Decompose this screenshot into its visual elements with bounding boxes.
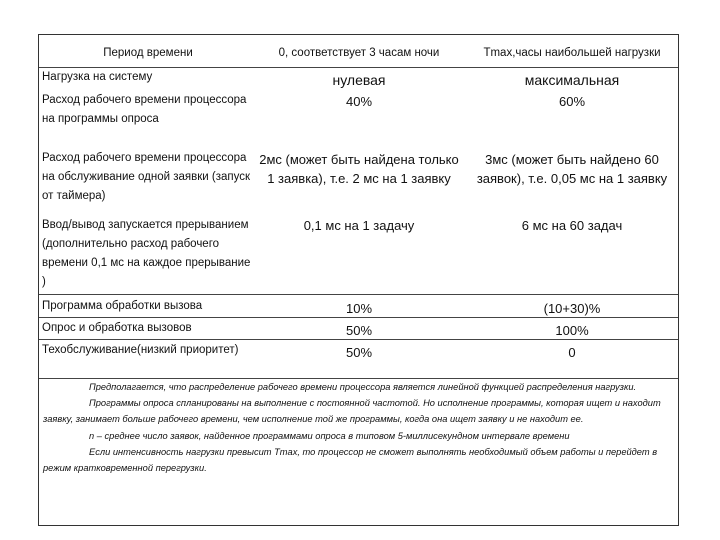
row-maintenance-tmax: 0: [568, 345, 576, 360]
row-label-polling-calls: Опрос и обработка вызовов: [42, 322, 192, 334]
row-io-night: 0,1 мс на 1 задачу: [303, 218, 415, 233]
row-load-night: нулевая: [332, 72, 386, 88]
row-polling-calls-tmax: 100%: [555, 323, 589, 338]
divider: [39, 339, 678, 340]
row-label-call-processing: Программа обработки вызова: [42, 300, 203, 312]
header-night: 0, соответствует 3 часам ночи: [278, 47, 440, 59]
row-label-request-service: Расход рабочего времени процессора на обслуживание одной заявки (запуск от таймера): [42, 152, 250, 202]
row-polling-calls-night: 50%: [345, 323, 373, 338]
row-label-maintenance: Техобслуживание(низкий приоритет): [42, 344, 239, 356]
row-label-polling: Расход рабочего времени процессора на программы опроса: [42, 94, 247, 125]
note-linear: Предполагается, что распределение рабочего времени процессора является линейной функцией распределения нагрузки.: [89, 382, 637, 392]
row-call-night: 10%: [345, 301, 373, 316]
row-maintenance-night: 50%: [345, 345, 373, 360]
note-overload: Если интенсивность нагрузки превысит Tmax, то процессор не сможет выполнять необходимый объем работы и перейдет в режим кратковременной перегрузки.: [43, 446, 658, 474]
row-call-tmax: (10+30)%: [543, 301, 601, 316]
row-load-tmax: максимальная: [524, 72, 620, 88]
row-request-tmax: 3мс (может быть найдено 60 заявок), т.е. 0,05 мс на 1 заявку: [476, 152, 668, 186]
row-polling-tmax: 60%: [558, 94, 586, 109]
divider: [39, 294, 678, 295]
data-table: [38, 34, 679, 526]
note-polling: Программы опроса спланированы на выполнение с постоянной частотой. Но исполнение программы, которая ищет и находит заявку, занимает больше рабочего времени, чем исполнение той же программы, когда она ищет заявку и не находит ее.: [43, 398, 661, 425]
divider: [39, 317, 678, 318]
row-request-night: 2мс (может быть найдена только 1 заявка), т.е. 2 мс на 1 заявку: [259, 152, 459, 186]
note-n: n – среднее число заявок, найденное программами опроса в типовом 5-миллисекундном интервале времени: [89, 430, 570, 441]
row-io-tmax: 6 мс на 60 задач: [521, 218, 623, 233]
header-period: Период времени: [103, 47, 193, 59]
row-label-io-interrupt: Ввод/вывод запускается прерыванием (дополнительно расход рабочего времени 0,1 мс на каждое прерывание ): [42, 219, 251, 288]
row-polling-night: 40%: [345, 94, 373, 109]
row-label-load: Нагрузка на систему: [42, 71, 153, 83]
footnotes: [43, 379, 676, 476]
header-tmax: Tmax,часы наибольшей нагрузки: [483, 47, 661, 59]
